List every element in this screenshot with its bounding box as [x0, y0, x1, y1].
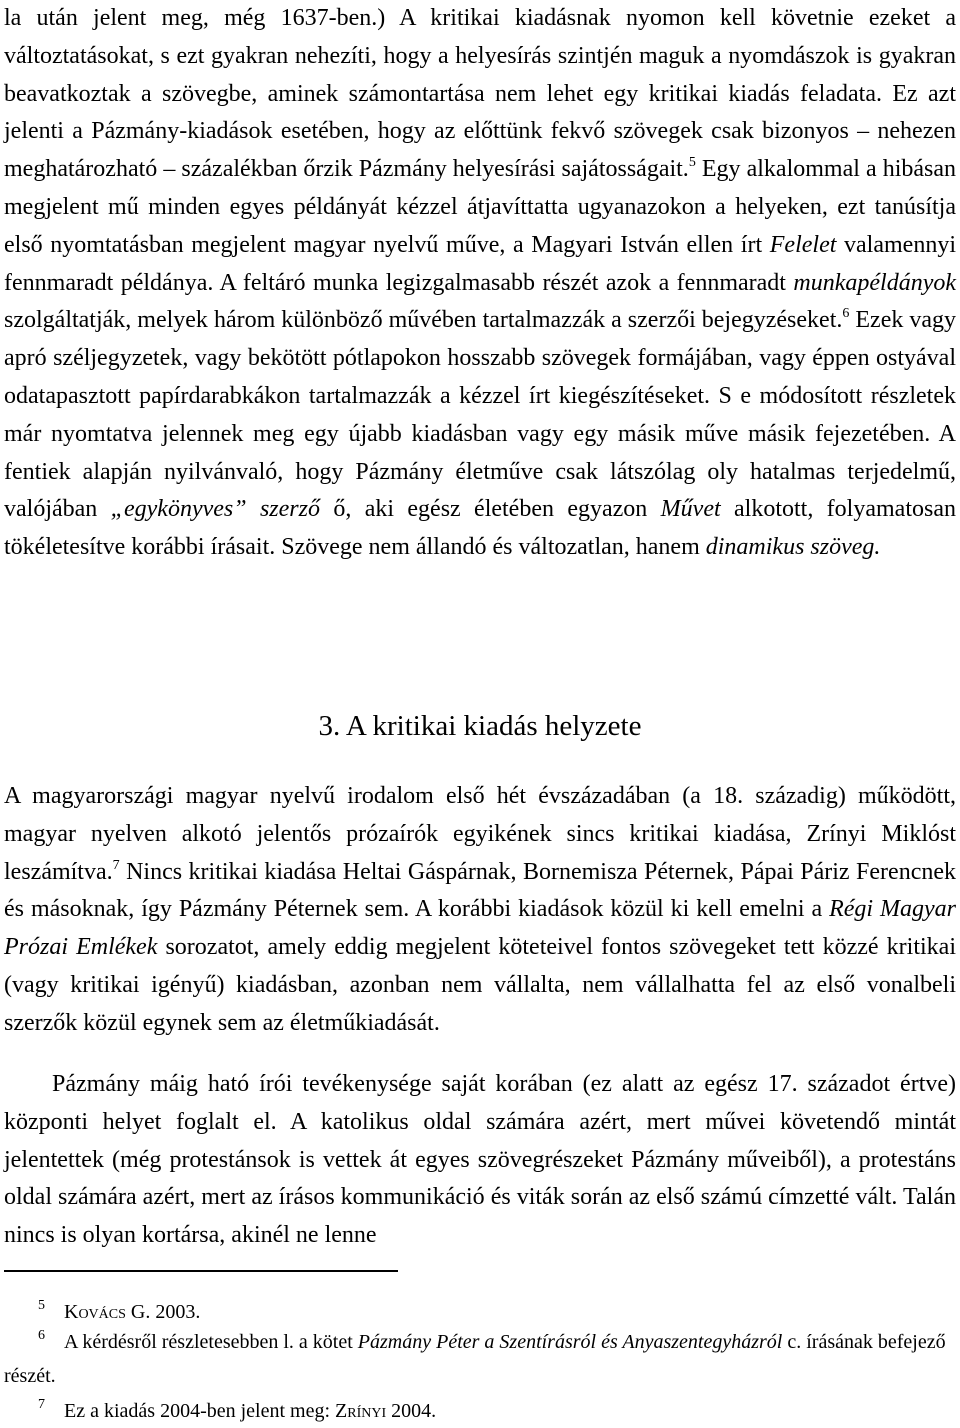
- footnote-ref-7[interactable]: 7: [112, 857, 120, 873]
- paragraph-text: Egy alkalommal a hibásan megjelent mű minden egyes példányát kézzel átjavíttatta ugyanazokon a helyeken, ezt tanúsítja első nyomtatásban megjelent magyar nyelvű műve, a Magyari István ellen írt: [4, 156, 957, 258]
- italic-title: Pázmány Péter a Szentírásról és Anyaszentegyházról: [357, 1331, 783, 1353]
- italic-term: Művet: [660, 496, 721, 523]
- footnote-text: 2004.: [386, 1400, 437, 1422]
- footnote-7: 7 Ez a kiadás 2004-ben jelent meg: Zrínyi 2004.: [38, 1397, 437, 1422]
- body-paragraph-1: [4, 0, 956, 567]
- footnote-6: 6 A kérdésről részletesebben l. a kötet Pázmány Péter a Szentírásról és Anyaszentegyházról c. írásának befejező részét.: [4, 1328, 946, 1387]
- footnote-5: 5 Kovács G. 2003.: [38, 1298, 201, 1323]
- author-name: Zrínyi: [335, 1400, 387, 1422]
- paragraph-text: ő, aki egész életében egyazon: [319, 496, 661, 523]
- paragraph-text: sorozatot, amely eddig megjelent köteteivel fontos szövegeket tett közzé kritikai (vagy kritikai igényű) kiadásban, azonban nem vállalta, nem vállalhatta fel az első vonalbeli szerzők közül egynek sem az életműkiadását.: [4, 934, 956, 1036]
- paragraph-text: valamennyi fennmaradt példánya. A feltáró munka legizgalmasabb részét azok a fennmaradt: [4, 231, 956, 296]
- italic-title: Régi Magyar Prózai Emlékek: [4, 896, 956, 961]
- paragraph-text: Nincs kritikai kiadása Heltai Gáspárnak, Bornemisza Péternek, Pápai Páriz Ferencnek és másoknak, így Pázmány Péternek sem. A korábbi kiadások közül ki kell emelni a: [4, 858, 956, 923]
- footnote-divider: [4, 1270, 398, 1272]
- body-paragraph-3: Pázmány máig ható írói tevékenysége saját korában (ez alatt az egész 17. századot értve) központi helyet foglalt el. A katolikus oldal számára azért, mert művei követendő mintát jelentettek (még protestánsok is vettek át egyes szövegrészeket Pázmány műveiből), a protestáns oldal számára azért, mert az írásos kommunikáció és viták során az első számú címzetté vált. Talán nincs is olyan kortársa, akinél ne lenne: [4, 1071, 956, 1249]
- paragraph-text: A magyarországi magyar nyelvű irodalom első hét évszázadában (a 18. századig) működött, magyar nyelven alkotó jelentős prózaírók egyikének sincs kritikai kiadása, Zrínyi Miklóst leszámítva.: [4, 783, 956, 885]
- footnote-text: Ez a kiadás 2004-ben jelent meg:: [64, 1400, 336, 1422]
- paragraph-text: szolgáltatják, melyek három különböző művében tartalmazzák a szerzői bejegyzéseket.: [4, 307, 843, 334]
- footnote-ref-5[interactable]: 5: [688, 155, 696, 171]
- paragraph-text: la után jelent meg, még 1637-ben.) A kritikai kiadásnak nyomon kell követnie ezeket a változtatásokat, s ezt gyakran nehezíti, hogy a helyesírás szintjén maguk a nyomdászok is gyakran beavatkoztak a szövegbe, aminek számontartása nem lehet egy kritikai kiadás feladata. Ez azt jelenti a Pázmány-kiadások esetében, hogy az előttünk fekvő szövegek csak bizonyos – nehezen meghatározható – százalékban őrzik Pázmány helyesírási sajátosságait.: [4, 5, 956, 183]
- italic-term: dinamikus szöveg.: [705, 534, 881, 561]
- footnote-ref-6[interactable]: 6: [842, 306, 850, 322]
- footnote-text: c. írásának befejező részét.: [4, 1331, 946, 1387]
- italic-term: munkapéldányok: [793, 269, 956, 296]
- italic-title: Felelet: [769, 231, 837, 258]
- paragraph-text: Ezek vagy apró széljegyzetek, vagy bekötött pótlapokon hosszabb szövegek formájában, vagy éppen ostyával odatapasztott papírdarabkákon tartalmazzák a kézzel írt kiegészítéseket. S e módosított részletek már nyomtatva jelennek meg egy újabb kiadásban vagy egy másik műve másik fejezetében. A fentiek alapján nyilvánvaló, hogy Pázmány életműve csak látszólag oly hatalmas terjedelmű, valójában: [4, 307, 957, 523]
- paragraph-text: alkotott, folyamatosan tökéletesítve korábbi írásait. Szövege nem állandó és változatlan, hanem: [4, 496, 956, 561]
- footnote-text: G. 2003.: [125, 1301, 201, 1323]
- italic-term: „egykönyves” szerző: [110, 496, 320, 523]
- author-name: Kovács: [64, 1301, 126, 1323]
- footnote-text: A kérdésről részletesebben l. a kötet: [64, 1331, 358, 1353]
- body-paragraph-2: [4, 778, 956, 1043]
- section-heading: 3. A kritikai kiadás helyzete: [318, 710, 642, 742]
